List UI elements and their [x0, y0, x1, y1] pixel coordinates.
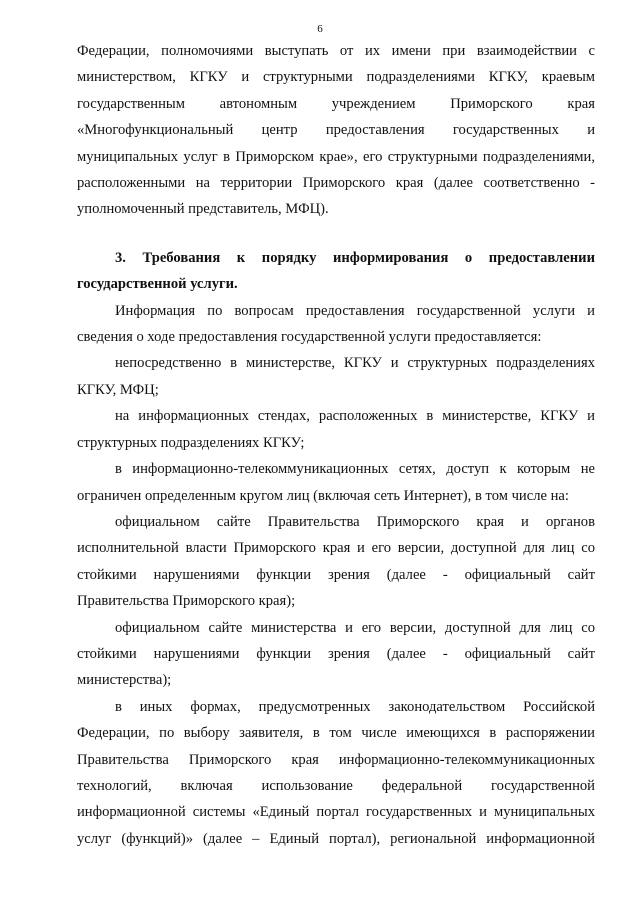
heading-line: 3. Требования к порядку информирования о предоставлении: [115, 249, 595, 266]
text-line: услуг (функций)» (далее – Единый портал), региональной информационной: [77, 830, 595, 847]
body-paragraph: [77, 456, 595, 509]
text-line: расположенными на территории Приморского края (далее соответственно -: [77, 175, 595, 192]
text-line: Федерации, полномочиями выступать от их имени при взаимодействии с: [77, 43, 595, 59]
text-line: Информация по вопросам предоставления государственной услуги и: [115, 302, 595, 319]
text-line: структурных подразделениях КГКУ;: [77, 434, 305, 451]
body-paragraph: [77, 403, 595, 456]
text-line: в иных формах, предусмотренных законодательством Российской: [115, 698, 595, 715]
text-line: «Многофункциональный центр предоставления государственных и: [77, 122, 595, 139]
text-line: непосредственно в министерстве, КГКУ и структурных подразделениях: [115, 355, 595, 372]
text-line: на информационных стендах, расположенных в министерстве, КГКУ и: [115, 408, 595, 425]
body-paragraph: [77, 615, 595, 694]
document-body: [77, 38, 595, 852]
text-line: министерства);: [77, 672, 172, 689]
text-line: Правительства Приморского края информационно-телекоммуникационных: [77, 751, 595, 768]
text-line: ограничен определенным кругом лиц (включая сеть Интернет), в том числе на:: [77, 487, 569, 504]
intro-paragraph: [77, 38, 595, 223]
text-line: официальном сайте Правительства Приморского края и органов: [115, 513, 595, 530]
text-line: КГКУ, МФЦ;: [77, 381, 159, 398]
body-paragraph: [77, 298, 595, 351]
body-paragraph: [77, 509, 595, 615]
text-line: сведения о ходе предоставления государственной услуги предоставляется:: [77, 329, 542, 346]
text-line: муниципальных услуг в Приморском крае», его структурными подразделениями,: [77, 148, 595, 165]
text-line: в информационно-телекоммуникационных сетях, доступ к которым не: [115, 461, 595, 478]
page-number: 6: [317, 23, 323, 35]
body-paragraph: [77, 350, 595, 403]
text-line: стойкими нарушениями функции зрения (далее - официальный сайт: [77, 566, 595, 583]
body-paragraph: [77, 694, 595, 852]
text-line: государственным автономным учреждением Приморского края: [77, 95, 595, 112]
text-line: информационной системы «Единый портал государственных и муниципальных: [77, 804, 595, 821]
text-line: уполномоченный представитель, МФЦ).: [77, 201, 329, 218]
paragraph-list: [77, 298, 595, 853]
text-line: исполнительной власти Приморского края и его версии, доступной для лиц со: [77, 540, 595, 557]
section-heading: [77, 245, 595, 298]
text-line: министерством, КГКУ и структурными подразделениями КГКУ, краевым: [77, 69, 595, 86]
section-spacer: [77, 223, 595, 245]
heading-line: государственной услуги.: [77, 276, 238, 293]
text-line: технологий, включая использование федеральной государственной: [77, 777, 595, 794]
text-line: Федерации, по выбору заявителя, в том числе имеющихся в распоряжении: [77, 725, 595, 742]
text-line: официальном сайте министерства и его версии, доступной для лиц со: [115, 619, 595, 636]
text-line: стойкими нарушениями функции зрения (далее - официальный сайт: [77, 645, 595, 662]
text-line: Правительства Приморского края);: [77, 593, 296, 610]
